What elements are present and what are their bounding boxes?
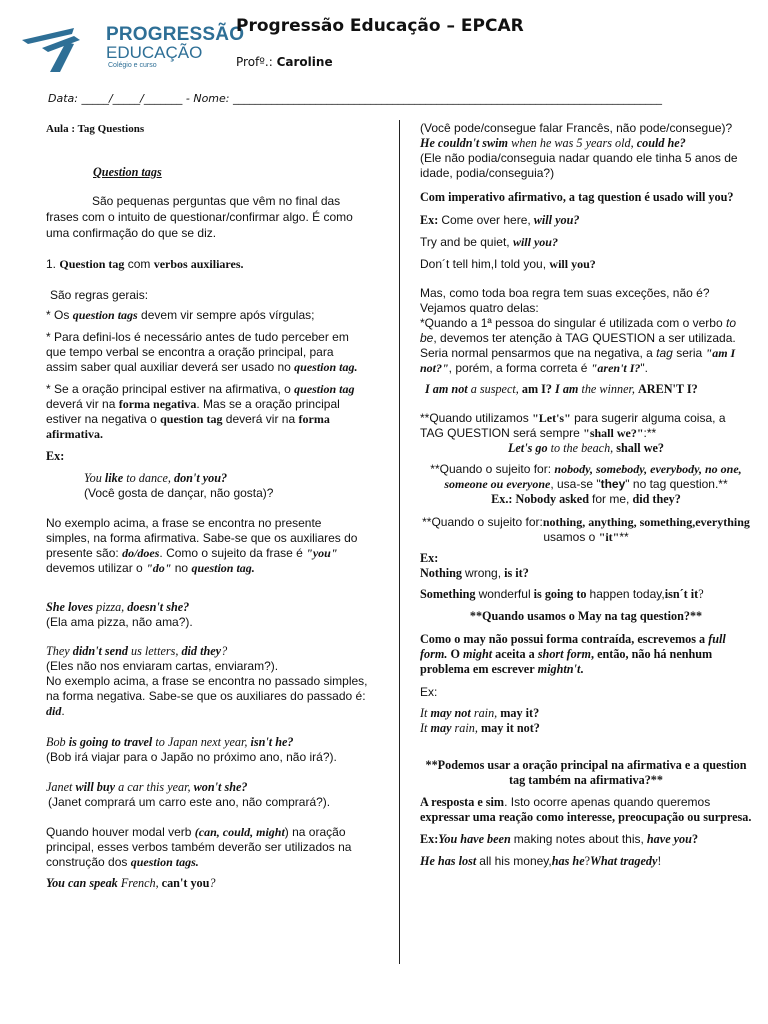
logo-mark-icon	[20, 26, 100, 74]
column-divider	[399, 120, 400, 964]
exception-1-example: I am not a suspect, am I? I am the winner, AREN'T I?	[425, 382, 698, 396]
affirmative-heading: **Podemos usar a oração principal na afirmativa e a question tag também na afirmativa?**	[425, 758, 747, 787]
exception-4-ex-label: Ex:	[420, 551, 439, 565]
rules-label: São regras gerais:	[50, 288, 149, 302]
example-1-translation: (Você gosta de dançar, não gosta)?	[84, 486, 274, 500]
may-ex-label: Ex:	[420, 685, 438, 699]
exception-4: **Quando o sujeito for:nothing, anything, something,everything usamos o "it"**	[422, 515, 750, 544]
rule-3: * Se a oração principal estiver na afirmativa, o question tag deverá vir na forma negativa. Mas se a oração principal estiver na negativa o question tag deverá vir na forma afirmativa.	[46, 382, 355, 441]
affirmative-example-2: He has lost all his money,has he?What tragedy!	[420, 854, 662, 868]
right-column	[420, 121, 752, 869]
section-1-heading: 1. Question tag com verbos auxiliares.	[46, 257, 244, 271]
intro-paragraph: São pequenas perguntas que vêm no final das frases com o intuito de questionar/confirmar algo. É como uma confirmação do que se diz.	[46, 194, 353, 240]
example-3-translation: (Eles não nos enviaram cartas, enviaram?).	[46, 659, 279, 673]
explanation-1: No exemplo acima, a frase se encontra no presente simples, na forma afirmativa. Sabe-se que os auxiliares do presente são: do/does. Como o sujeito da frase é "you" devemos utilizar o "do" no question tag.	[46, 516, 358, 575]
teacher-name: Caroline	[276, 55, 333, 69]
exception-3-example: Ex.: Nobody asked for me, did they?	[491, 492, 681, 506]
exception-3: **Quando o sujeito for: nobody, somebody, everybody, no one, someone ou everyone, usa-se "they" no tag question.**	[430, 462, 742, 491]
lesson-title: Aula : Tag Questions	[46, 123, 145, 135]
left-column	[46, 121, 368, 891]
may-paragraph: Como o may não possui forma contraída, escrevemos a full form. O might aceita a short form, então, não há nenhum problema em escrever mightn't.	[420, 632, 726, 676]
rule-1: * Os question tags devem vir sempre após vírgulas;	[46, 308, 315, 322]
teacher-line	[236, 55, 333, 69]
page-title: Progressão Educação – EPCAR	[236, 16, 524, 36]
teacher-label: Profº.:	[236, 55, 273, 69]
imperative-heading: Com imperativo afirmativo, a tag question é usado will you?	[420, 190, 734, 204]
example-6-translation: (Você pode/consegue falar Francês, não pode/consegue)?	[420, 121, 733, 135]
exceptions-intro: Mas, como toda boa regra tem suas exceções, não é? Vejamos quatro delas:	[420, 286, 710, 315]
section-heading: Question tags	[93, 165, 162, 179]
page-header	[0, 0, 768, 120]
exception-2-example: Let's go to the beach, shall we?	[507, 441, 665, 455]
brand-subname: EDUCAÇÃO	[106, 43, 203, 62]
example-7-translation: (Ele não podia/conseguia nadar quando ele tinha 5 anos de idade, podia/conseguia?)	[420, 151, 738, 180]
example-5-translation: (Janet comprará um carro este ano, não comprará?).	[48, 795, 331, 809]
brand-tagline: Colégio e curso	[108, 62, 157, 69]
example-1: You like to dance, don't you?	[84, 471, 228, 485]
affirmative-paragraph: A resposta e sim. Isto ocorre apenas quando queremos expressar uma reação como interesse, preocupação ou surpresa.	[420, 795, 752, 824]
may-example-1: It may not rain, may it?	[420, 706, 540, 720]
exception-1: *Quando a 1ª pessoa do singular é utilizada com o verbo to be, devemos ter atenção à TAG QUESTION a ser utilizada. Seria normal pensarmos que na negativa, a tag seria "am I not?", porém, a forma correta é "aren't I?".	[420, 316, 736, 375]
affirmative-example-1: Ex:You have been making notes about this, have you?	[420, 832, 699, 846]
example-4-translation: (Bob irá viajar para o Japão no próximo ano, não irá?).	[46, 750, 337, 764]
explanation-2: No exemplo acima, a frase se encontra no passado simples, na forma negativa. Sabe-se que os auxiliares do passado é: did.	[46, 674, 368, 718]
exception-4-example-1: Nothing wrong, is it?	[420, 566, 529, 580]
example-3: They didn't send us letters, did they?	[46, 644, 228, 658]
imperative-example-2: Try and be quiet, will you?	[420, 235, 558, 249]
rule-2: * Para defini-los é necessário antes de tudo perceber em que tempo verbal se encontra a oração principal, para assim saber qual auxiliar deverá ser usado no question tag.	[46, 330, 358, 374]
date-name-line: Data: _____/_____/_______ - Nome: ______________________________________________________________________________	[48, 92, 662, 105]
modal-verb-paragraph: Quando houver modal verb (can, could, might) na oração principal, esses verbos também deverão ser utilizados na construção dos question tags.	[46, 825, 352, 869]
brand-name: PROGRESSÃO	[106, 24, 245, 45]
example-7: He couldn't swim when he was 5 years old, could he?	[420, 136, 686, 150]
example-label: Ex:	[46, 449, 65, 463]
exception-2: **Quando utilizamos "Let's" para sugerir alguma coisa, a TAG QUESTION será sempre "shall we?":**	[420, 411, 726, 440]
example-6: You can speak French, can't you?	[46, 876, 216, 890]
exception-4-example-2: Something wonderful is going to happen today,isn´t it?	[420, 587, 704, 601]
school-logo	[20, 22, 245, 78]
may-example-2: It may rain, may it not?	[420, 721, 540, 735]
example-2: She loves pizza, doesn't she?	[46, 600, 190, 614]
may-heading: **Quando usamos o May na tag question?**	[469, 609, 703, 623]
example-4: Bob is going to travel to Japan next year, isn't he?	[46, 735, 294, 749]
example-2-translation: (Ela ama pizza, não ama?).	[46, 615, 193, 629]
example-5: Janet will buy a car this year, won't she?	[46, 780, 248, 794]
imperative-example-3: Don´t tell him,I told you, will you?	[420, 257, 596, 271]
imperative-example-1: Ex: Come over here, will you?	[420, 213, 580, 227]
